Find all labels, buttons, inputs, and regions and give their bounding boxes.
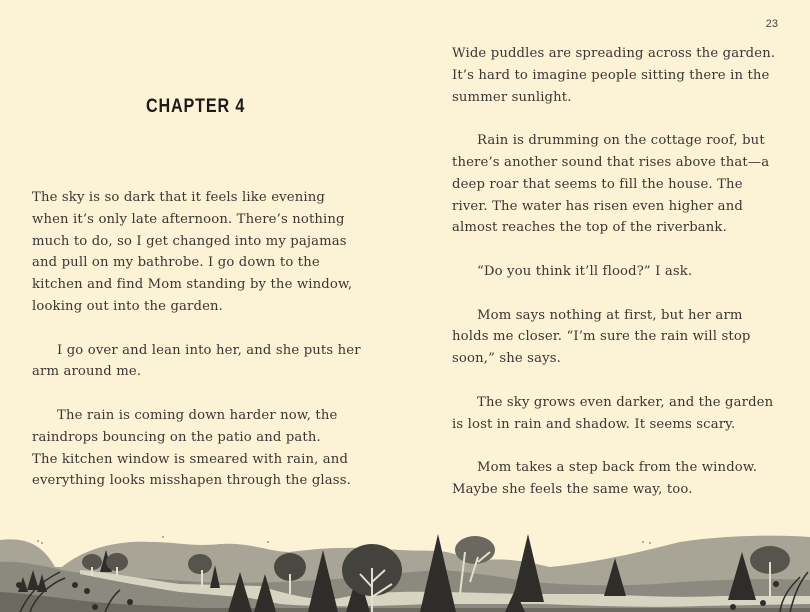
text-line: raindrops bouncing on the patio and path. — [32, 429, 321, 445]
paragraph — [452, 130, 775, 239]
text-line: Rain is drumming on the cottage roof, but — [477, 133, 765, 149]
text-line: looking out into the garden. — [32, 298, 224, 314]
text-line: soon,” she says. — [452, 351, 561, 367]
page-number: 23 — [765, 18, 778, 30]
paragraph — [452, 261, 775, 283]
text-line: It’s hard to imagine people sitting there in the — [452, 67, 770, 83]
text-line: kitchen and find Mom standing by the window, — [32, 277, 353, 293]
text-line: Mom takes a step back from the window. — [477, 460, 758, 476]
text-line: holds me closer. “I’m sure the rain will stop — [452, 329, 751, 345]
text-line: Mom says nothing at first, but her arm — [477, 307, 743, 323]
paragraph — [452, 457, 775, 501]
text-line: there’s another sound that rises above that—a — [452, 154, 770, 170]
text-line: The sky is so dark that it feels like evening — [32, 190, 325, 205]
text-line: river. The water has risen even higher and — [452, 198, 743, 214]
text-line: Maybe she feels the same way, too. — [452, 481, 693, 497]
text-line: Wide puddles are spreading across the garden. — [452, 46, 776, 61]
paragraph — [452, 392, 775, 436]
right-column-text — [452, 43, 775, 523]
paragraph — [32, 340, 361, 384]
text-line: arm around me. — [32, 364, 142, 380]
text-line: everything looks misshapen through the glass. — [32, 473, 351, 489]
text-line: much to do, so I get changed into my pajamas — [32, 233, 347, 249]
text-line: The kitchen window is smeared with rain, and — [32, 451, 349, 467]
landscape-illustration — [0, 512, 810, 612]
text-line: The rain is coming down harder now, the — [57, 407, 338, 423]
paragraph — [452, 305, 775, 370]
left-column-text — [32, 187, 361, 514]
chapter-title: CHAPTER 4 — [146, 96, 246, 117]
text-line: I go over and lean into her, and she puts her — [57, 342, 361, 358]
text-line: The sky grows even darker, and the garden — [477, 394, 774, 410]
paragraph — [452, 43, 775, 108]
text-line: “Do you think it’ll flood?” I ask. — [477, 263, 693, 279]
paragraph — [32, 405, 361, 492]
text-line: when it’s only late afternoon. There’s nothing — [32, 211, 345, 227]
text-line: is lost in rain and shadow. It seems scary. — [452, 416, 736, 432]
paragraph — [32, 187, 361, 318]
text-line: deep roar that seems to fill the house. The — [452, 176, 743, 192]
text-line: and pull on my bathrobe. I go down to the — [32, 255, 320, 271]
text-line: summer sunlight. — [452, 89, 572, 105]
text-line: almost reaches the top of the riverbank. — [452, 220, 727, 236]
